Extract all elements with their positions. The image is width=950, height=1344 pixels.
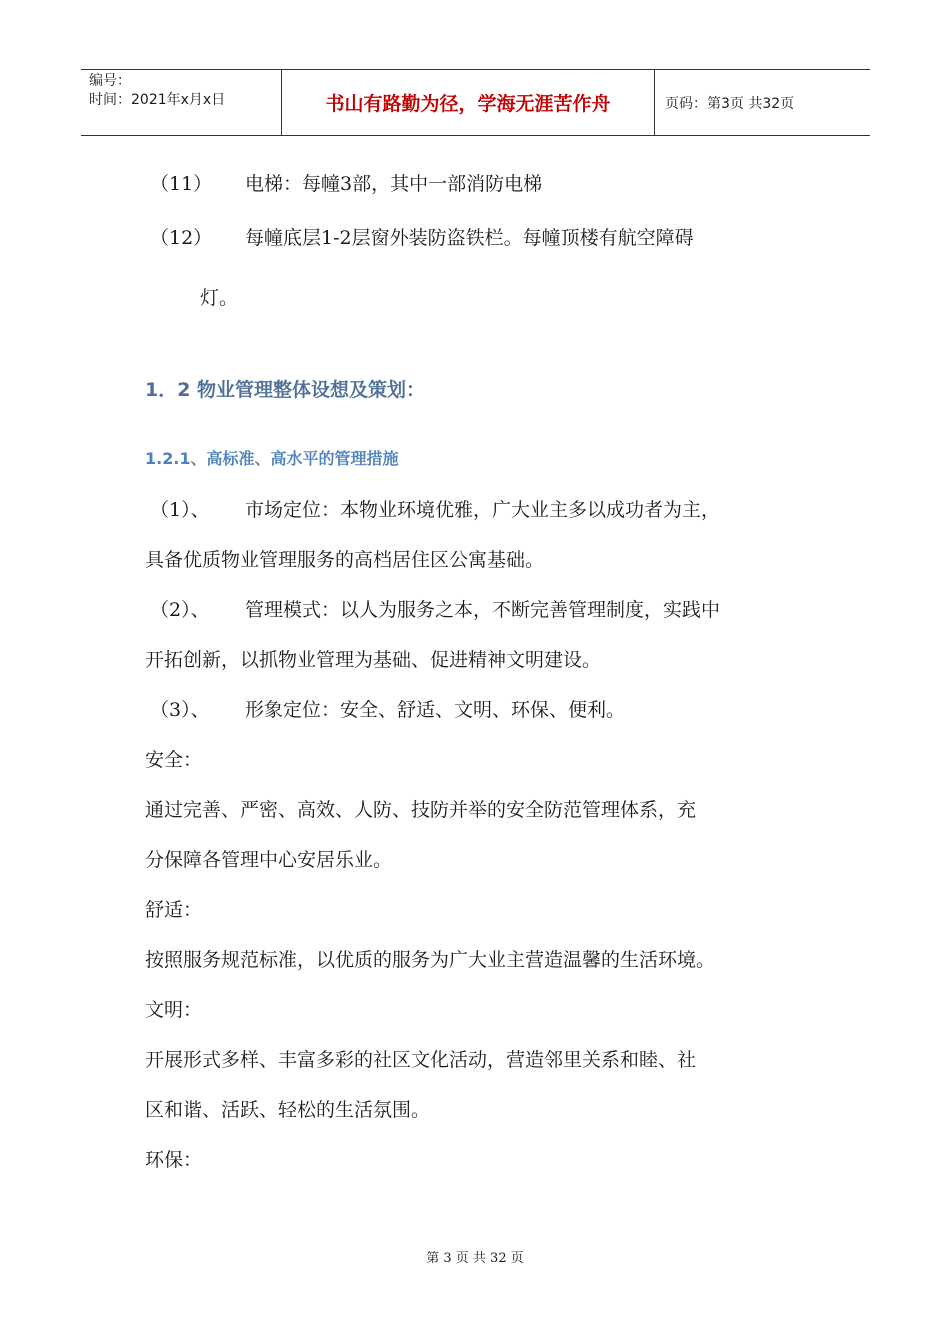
point-number: （2）、 xyxy=(150,599,210,621)
page-footer: 第 3 页 共 32 页 xyxy=(426,1251,524,1266)
paragraph-line: 环保： xyxy=(145,1149,203,1171)
header-meta xyxy=(81,70,281,135)
paragraph-line: 按照服务规范标准，以优质的服务为广大业主营造温馨的生活环境。 xyxy=(145,949,716,971)
point-text: 管理模式：以人为服务之本，不断完善管理制度，实践中 xyxy=(245,599,721,621)
paragraph-line: 开展形式多样、丰富多彩的社区文化活动，营造邻里关系和睦、社 xyxy=(145,1049,697,1071)
item-text-continuation: 灯。 xyxy=(200,287,239,309)
point-number: （3）、 xyxy=(150,699,210,721)
paragraph-line: 通过完善、严密、高效、人防、技防并举的安全防范管理体系，充 xyxy=(145,799,697,821)
paragraph-line: 安全： xyxy=(145,749,203,771)
item-number: （11） xyxy=(150,173,213,195)
point-text: 形象定位：安全、舒适、文明、环保、便利。 xyxy=(245,699,626,721)
header-motto: 书山有路勤为径，学海无涯苦作舟 xyxy=(325,93,611,115)
item-text: 每幢底层1-2层窗外装防盗铁栏。每幢顶楼有航空障碍 xyxy=(245,227,694,249)
point-text-continuation: 开拓创新，以抓物业管理为基础、促进精神文明建设。 xyxy=(145,649,602,671)
paragraph-line: 文明： xyxy=(145,999,203,1021)
point-number: （1）、 xyxy=(150,499,210,521)
paragraph-line: 分保障各管理中心安居乐业。 xyxy=(145,849,393,871)
section-heading: 1．2 物业管理整体设想及策划： xyxy=(145,379,426,401)
number-label: 编号： xyxy=(89,73,131,89)
paragraph-line: 舒适： xyxy=(145,899,203,921)
date-label: 时间：2021年x月x日 xyxy=(89,92,226,108)
item-number: （12） xyxy=(150,227,213,249)
header-page-code: 页码：第3页 共32页 xyxy=(665,95,795,112)
point-text-continuation: 具备优质物业管理服务的高档居住区公寓基础。 xyxy=(145,549,545,571)
point-text: 市场定位：本物业环境优雅，广大业主多以成功者为主， xyxy=(245,499,721,521)
subsection-heading: 1.2.1、高标准、高水平的管理措施 xyxy=(145,449,399,468)
paragraph-line: 区和谐、活跃、轻松的生活氛围。 xyxy=(145,1099,431,1121)
item-text: 电梯：每幢3部，其中一部消防电梯 xyxy=(245,173,543,195)
header-motto-cell xyxy=(281,70,655,135)
page-header xyxy=(81,69,870,136)
